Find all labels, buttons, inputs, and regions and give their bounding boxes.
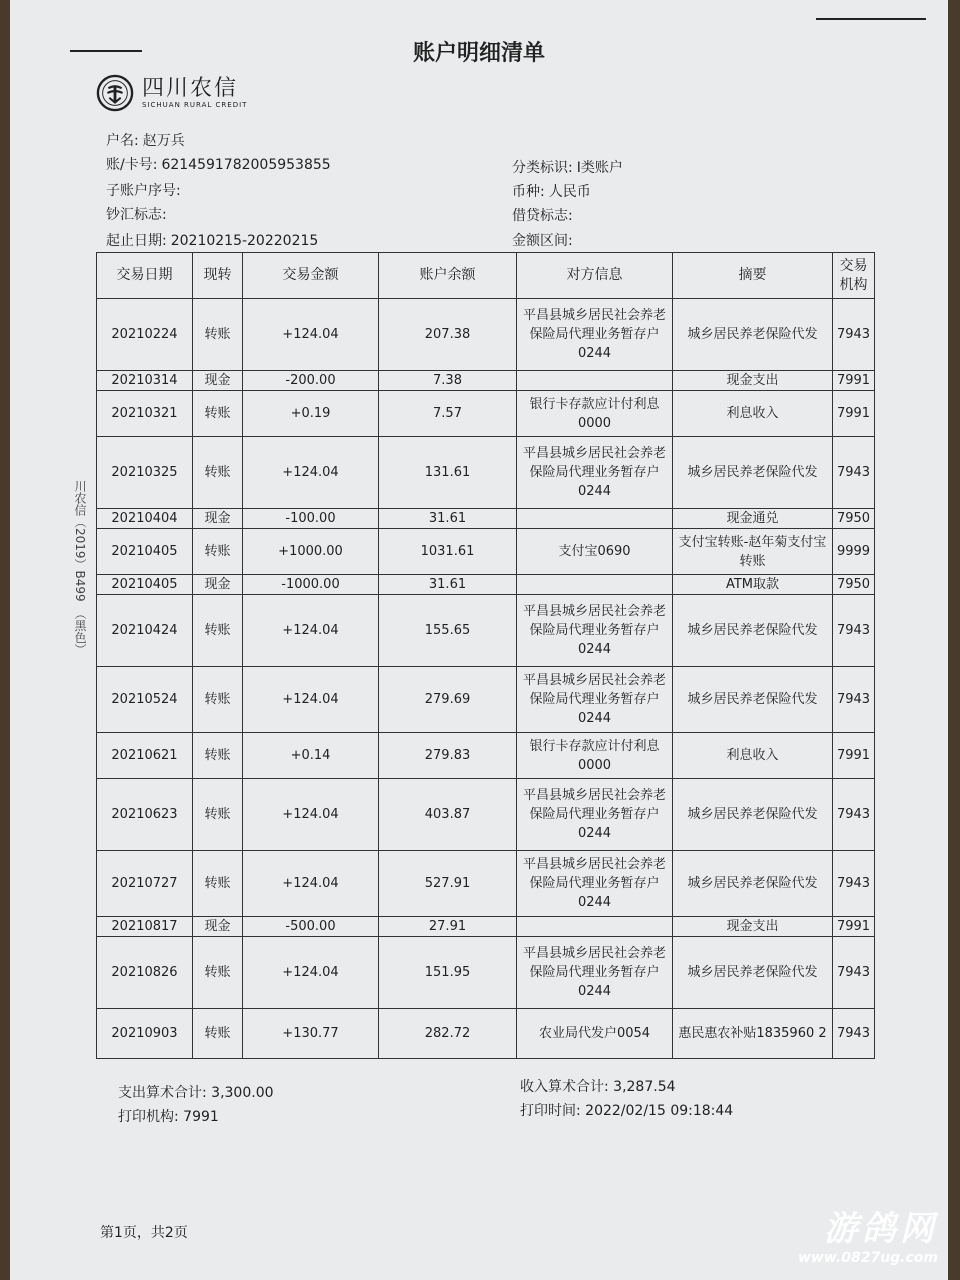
cell-party (517, 371, 673, 391)
cell-org: 7943 (833, 299, 875, 371)
cell-party: 平昌县城乡居民社会养老保险局代理业务暂存户0244 (517, 299, 673, 371)
cell-summary: 城乡居民养老保险代发 (673, 437, 833, 509)
print-org: 打印机构: 7991 (118, 1109, 219, 1125)
form-code-side-text: 川农信（2019）B499 （黑色） (73, 480, 87, 656)
cell-amount: +1000.00 (243, 529, 379, 575)
cell-summary: 现金支出 (673, 917, 833, 937)
bank-emblem-icon (96, 74, 134, 112)
cell-org: 7950 (833, 575, 875, 595)
cell-type: 转账 (193, 937, 243, 1009)
cell-summary: 惠民惠农补贴1835960 2 (673, 1009, 833, 1059)
col-balance: 账户余额 (379, 253, 517, 299)
cell-party (517, 575, 673, 595)
cell-party: 农业局代发户0054 (517, 1009, 673, 1059)
cell-amount: -100.00 (243, 509, 379, 529)
field-name: 户名: 赵万兵 (106, 133, 185, 149)
transaction-table (96, 252, 875, 1059)
cell-date: 20210623 (97, 779, 193, 851)
cell-org: 7950 (833, 509, 875, 529)
cell-org: 9999 (833, 529, 875, 575)
cell-amount: +124.04 (243, 851, 379, 917)
cell-type: 转账 (193, 391, 243, 437)
cell-balance: 7.38 (379, 371, 517, 391)
cell-org: 7943 (833, 779, 875, 851)
income-total: 收入算术合计: 3,287.54 (520, 1079, 676, 1095)
field-cash-flag: 钞汇标志: (106, 207, 167, 223)
cell-party (517, 509, 673, 529)
cell-summary: 支付宝转账-赵年菊支付宝转账 (673, 529, 833, 575)
cell-type: 转账 (193, 667, 243, 733)
watermark-name: 游鸽网 (824, 1209, 938, 1249)
cell-summary: 城乡居民养老保险代发 (673, 299, 833, 371)
cell-type: 转账 (193, 299, 243, 371)
top-edge-mark (816, 18, 926, 20)
col-org: 交易机构 (833, 253, 875, 299)
cell-date: 20210826 (97, 937, 193, 1009)
cell-party: 平昌县城乡居民社会养老保险局代理业务暂存户0244 (517, 595, 673, 667)
cell-party: 平昌县城乡居民社会养老保险局代理业务暂存户0244 (517, 667, 673, 733)
cell-type: 现金 (193, 575, 243, 595)
cell-party: 支付宝0690 (517, 529, 673, 575)
col-date: 交易日期 (97, 253, 193, 299)
cell-party: 平昌县城乡居民社会养老保险局代理业务暂存户0244 (517, 779, 673, 851)
cell-party: 平昌县城乡居民社会养老保险局代理业务暂存户0244 (517, 437, 673, 509)
table-row (97, 917, 875, 937)
cell-amount: +124.04 (243, 437, 379, 509)
col-amount: 交易金额 (243, 253, 379, 299)
page-title: 账户明细清单 (412, 41, 545, 66)
cell-balance: 279.83 (379, 733, 517, 779)
page-indicator: 第1页，共2页 (100, 1225, 188, 1241)
watermark-url: www.0827ug.com (798, 1250, 938, 1266)
cell-date: 20210621 (97, 733, 193, 779)
field-account: 账/卡号: 6214591782005953855 (106, 157, 331, 173)
cell-date: 20210405 (97, 575, 193, 595)
table-header (97, 253, 875, 299)
cell-amount: +124.04 (243, 595, 379, 667)
cell-amount: +0.19 (243, 391, 379, 437)
cell-summary: 城乡居民养老保险代发 (673, 595, 833, 667)
cell-org: 7943 (833, 851, 875, 917)
cell-type: 现金 (193, 509, 243, 529)
cell-amount: +124.04 (243, 937, 379, 1009)
bank-logo (96, 74, 247, 112)
field-amount-range: 金额区间: (512, 233, 573, 249)
cell-org: 7943 (833, 937, 875, 1009)
cell-balance: 527.91 (379, 851, 517, 917)
cell-summary: 现金支出 (673, 371, 833, 391)
cell-amount: +124.04 (243, 299, 379, 371)
table-row (97, 937, 875, 1009)
cell-amount: -500.00 (243, 917, 379, 937)
cell-summary: 现金通兑 (673, 509, 833, 529)
cell-date: 20210321 (97, 391, 193, 437)
cell-type: 转账 (193, 779, 243, 851)
account-holder-name: 赵万兵 (142, 133, 185, 149)
cell-date: 20210224 (97, 299, 193, 371)
table-row (97, 529, 875, 575)
cell-type: 转账 (193, 529, 243, 575)
cell-org: 7991 (833, 371, 875, 391)
cell-summary: 城乡居民养老保险代发 (673, 779, 833, 851)
cell-org: 7991 (833, 917, 875, 937)
cell-balance: 31.61 (379, 575, 517, 595)
cell-amount: +0.14 (243, 733, 379, 779)
cell-org: 7991 (833, 733, 875, 779)
cell-balance: 155.65 (379, 595, 517, 667)
col-summary: 摘要 (673, 253, 833, 299)
cell-type: 现金 (193, 371, 243, 391)
cell-party: 平昌县城乡居民社会养老保险局代理业务暂存户0244 (517, 937, 673, 1009)
cell-party: 银行卡存款应计付利息0000 (517, 391, 673, 437)
cell-summary: 利息收入 (673, 733, 833, 779)
cell-date: 20210424 (97, 595, 193, 667)
table-row (97, 1009, 875, 1059)
cell-balance: 282.72 (379, 1009, 517, 1059)
bank-name-cn: 四川农信 (142, 76, 239, 101)
cell-amount: +130.77 (243, 1009, 379, 1059)
cell-balance: 31.61 (379, 509, 517, 529)
cell-date: 20210314 (97, 371, 193, 391)
cell-org: 7943 (833, 437, 875, 509)
account-number: 6214591782005953855 (161, 157, 331, 173)
cell-date: 20210817 (97, 917, 193, 937)
expense-total: 支出算术合计: 3,300.00 (118, 1085, 274, 1101)
table-row (97, 575, 875, 595)
field-period: 起止日期: 20210215-20220215 (106, 233, 319, 249)
cell-balance: 207.38 (379, 299, 517, 371)
field-currency: 币种: 人民币 (512, 184, 591, 200)
cell-amount: -200.00 (243, 371, 379, 391)
cell-summary: 利息收入 (673, 391, 833, 437)
cell-balance: 403.87 (379, 779, 517, 851)
table-row (97, 371, 875, 391)
field-debit-flag: 借贷标志: (512, 208, 573, 224)
cell-summary: 城乡居民养老保险代发 (673, 937, 833, 1009)
cell-party: 银行卡存款应计付利息0000 (517, 733, 673, 779)
cell-date: 20210524 (97, 667, 193, 733)
cell-org: 7991 (833, 391, 875, 437)
cell-date: 20210727 (97, 851, 193, 917)
cell-type: 现金 (193, 917, 243, 937)
table-row (97, 595, 875, 667)
cell-amount: +124.04 (243, 779, 379, 851)
cell-type: 转账 (193, 851, 243, 917)
col-type: 现转 (193, 253, 243, 299)
cell-org: 7943 (833, 595, 875, 667)
field-class: 分类标识: I类账户 (512, 160, 623, 176)
bank-name-en: SICHUAN RURAL CREDIT (142, 101, 248, 109)
cell-party (517, 917, 673, 937)
cell-type: 转账 (193, 733, 243, 779)
cell-summary: 城乡居民养老保险代发 (673, 667, 833, 733)
cell-balance: 7.57 (379, 391, 517, 437)
cell-date: 20210903 (97, 1009, 193, 1059)
table-row (97, 667, 875, 733)
table-row (97, 851, 875, 917)
table-row (97, 509, 875, 529)
period-range: 20210215-20220215 (170, 233, 319, 249)
site-watermark (798, 1201, 938, 1266)
table-row (97, 779, 875, 851)
table-row (97, 299, 875, 371)
table-row (97, 391, 875, 437)
cell-balance: 27.91 (379, 917, 517, 937)
cell-org: 7943 (833, 667, 875, 733)
cell-amount: +124.04 (243, 667, 379, 733)
cell-date: 20210325 (97, 437, 193, 509)
cell-date: 20210405 (97, 529, 193, 575)
table-row (97, 437, 875, 509)
cell-balance: 1031.61 (379, 529, 517, 575)
cell-date: 20210404 (97, 509, 193, 529)
cell-type: 转账 (193, 595, 243, 667)
cell-type: 转账 (193, 1009, 243, 1059)
cell-type: 转账 (193, 437, 243, 509)
field-sub-account: 子账户序号: (106, 183, 181, 199)
cell-balance: 279.69 (379, 667, 517, 733)
cell-party: 平昌县城乡居民社会养老保险局代理业务暂存户0244 (517, 851, 673, 917)
cell-amount: -1000.00 (243, 575, 379, 595)
cell-summary: 城乡居民养老保险代发 (673, 851, 833, 917)
print-time: 打印时间: 2022/02/15 09:18:44 (520, 1103, 734, 1119)
table-row (97, 733, 875, 779)
cell-balance: 151.95 (379, 937, 517, 1009)
col-party: 对方信息 (517, 253, 673, 299)
cell-org: 7943 (833, 1009, 875, 1059)
cell-balance: 131.61 (379, 437, 517, 509)
cell-summary: ATM取款 (673, 575, 833, 595)
